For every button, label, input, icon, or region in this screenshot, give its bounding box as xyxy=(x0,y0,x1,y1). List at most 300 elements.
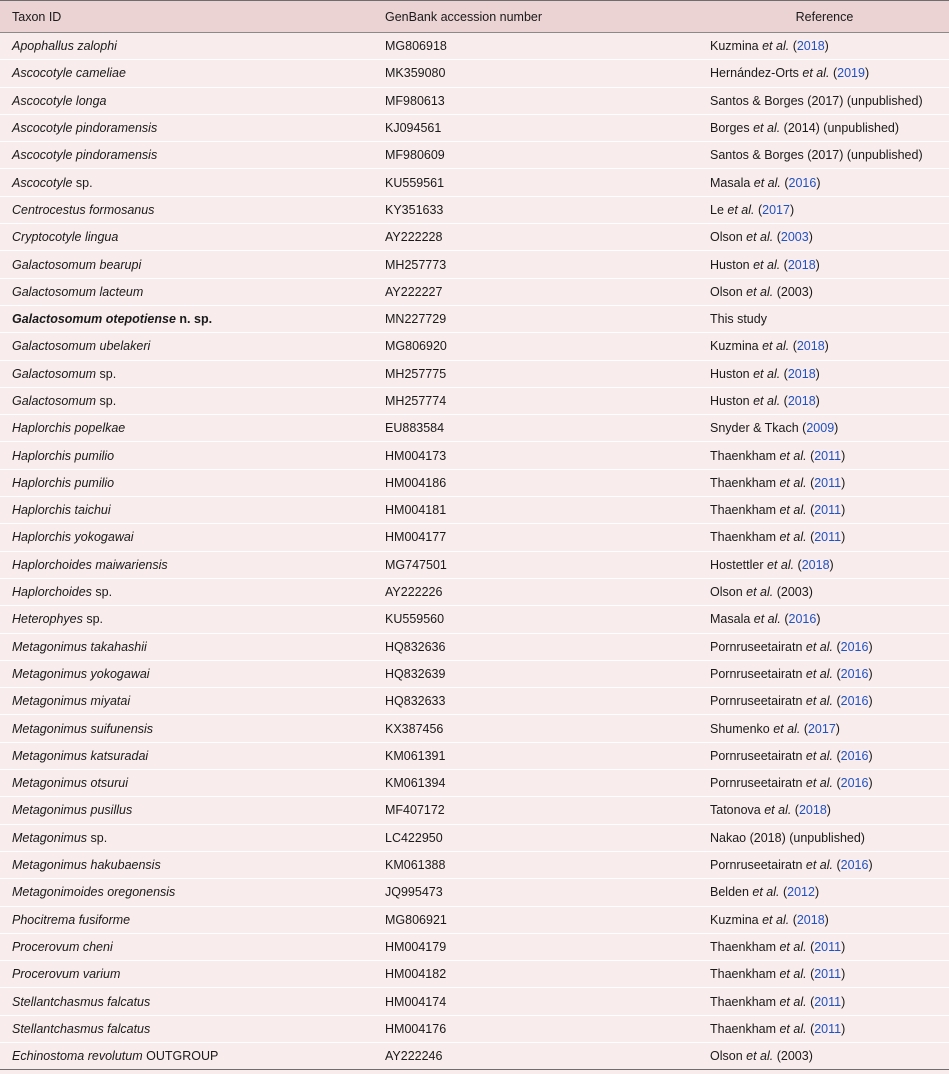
reference-cell xyxy=(700,551,949,578)
accession-cell: KX387456 xyxy=(372,715,700,742)
text-segment: et al. xyxy=(779,448,807,463)
text-segment: ( xyxy=(833,666,841,681)
accession-cell: HM004181 xyxy=(372,497,700,524)
reference-year-link[interactable]: 2016 xyxy=(788,612,817,627)
table-row xyxy=(0,578,949,605)
text-segment: Olson xyxy=(710,284,747,299)
text-segment: et al. xyxy=(752,885,780,900)
text-segment: Masala xyxy=(710,175,754,190)
text-segment: et al. xyxy=(746,585,774,600)
reference-cell xyxy=(700,33,949,60)
taxon-cell xyxy=(0,387,372,414)
taxon-cell xyxy=(0,824,372,851)
text-segment: ) xyxy=(868,639,873,654)
reference-year-link[interactable]: 2018 xyxy=(798,803,827,818)
reference-year-link[interactable]: 2011 xyxy=(814,967,842,982)
text-segment: ( xyxy=(833,694,841,709)
text-segment: Ascocotyle cameliae xyxy=(12,66,126,81)
reference-year-link[interactable]: 2012 xyxy=(787,885,815,900)
reference-year-link[interactable]: 2011 xyxy=(814,448,842,463)
accession-cell: EU883584 xyxy=(372,415,700,442)
reference-year-link[interactable]: 2018 xyxy=(796,339,825,354)
text-segment: et al. xyxy=(762,39,790,54)
text-segment: Haplorchoides xyxy=(12,585,92,600)
accession-cell: MN227729 xyxy=(372,305,700,332)
reference-cell xyxy=(700,251,949,278)
accession-cell: JQ995473 xyxy=(372,879,700,906)
reference-year-link[interactable]: 2016 xyxy=(840,694,869,709)
text-segment: et al. xyxy=(746,230,774,245)
text-segment: ) xyxy=(868,748,873,763)
text-segment: Metagonimus miyatai xyxy=(12,694,131,709)
text-segment: Hernández-Orts xyxy=(710,66,803,81)
text-segment: ( xyxy=(780,366,788,381)
text-segment: Olson xyxy=(710,230,747,245)
table-row xyxy=(0,442,949,469)
text-segment: ) xyxy=(841,530,846,545)
reference-cell xyxy=(700,469,949,496)
table-row xyxy=(0,114,949,141)
accession-cell: MG747501 xyxy=(372,551,700,578)
reference-cell xyxy=(700,333,949,360)
table-row xyxy=(0,551,949,578)
text-segment: Metagonimus yokogawai xyxy=(12,666,150,681)
text-segment: et al. xyxy=(802,66,830,81)
taxon-cell xyxy=(0,551,372,578)
text-segment: et al. xyxy=(779,530,807,545)
table-row xyxy=(0,879,949,906)
text-segment: Thaenkham xyxy=(710,967,780,982)
taxon-cell xyxy=(0,660,372,687)
reference-year-link[interactable]: 2011 xyxy=(814,475,842,490)
text-segment: Tatonova xyxy=(710,803,765,818)
text-segment: et al. xyxy=(805,639,833,654)
taxon-cell xyxy=(0,415,372,442)
text-segment: ) xyxy=(868,858,873,873)
text-segment: ) xyxy=(841,939,846,954)
accession-cell: AY222228 xyxy=(372,224,700,251)
taxon-cell xyxy=(0,633,372,660)
accession-cell: HM004182 xyxy=(372,961,700,988)
taxon-cell xyxy=(0,688,372,715)
text-segment: sp. xyxy=(72,175,93,190)
reference-year-link[interactable]: 2011 xyxy=(814,503,842,518)
text-segment: Shumenko xyxy=(710,721,774,736)
reference-cell xyxy=(700,933,949,960)
text-segment: Metagonimus xyxy=(12,830,88,845)
text-segment: Galactosomum bearupi xyxy=(12,257,142,272)
text-segment: et al. xyxy=(773,721,801,736)
text-segment: et al. xyxy=(805,666,833,681)
text-segment: Pornruseetairatn xyxy=(710,858,806,873)
text-segment: sp. xyxy=(96,366,117,381)
taxon-cell xyxy=(0,961,372,988)
taxon-cell xyxy=(0,87,372,114)
text-segment: ( xyxy=(806,448,815,463)
text-segment: et al. xyxy=(762,339,790,354)
text-segment: ) xyxy=(816,612,821,627)
text-segment: ( xyxy=(780,175,789,190)
reference-cell xyxy=(700,169,949,196)
reference-cell xyxy=(700,224,949,251)
table-row xyxy=(0,688,949,715)
reference-cell xyxy=(700,60,949,87)
taxon-cell xyxy=(0,879,372,906)
table-row xyxy=(0,305,949,332)
text-segment: Olson xyxy=(710,585,747,600)
header-reference: Reference xyxy=(700,1,949,33)
text-segment: Masala xyxy=(710,612,754,627)
reference-cell xyxy=(700,142,949,169)
taxon-cell xyxy=(0,142,372,169)
text-segment: ( xyxy=(833,639,841,654)
text-segment: ( xyxy=(806,994,815,1009)
accession-cell: MF407172 xyxy=(372,797,700,824)
reference-year-link[interactable]: 2016 xyxy=(840,776,869,791)
taxon-cell xyxy=(0,224,372,251)
text-segment: et al. xyxy=(805,776,833,791)
reference-year-link[interactable]: 2018 xyxy=(801,557,830,572)
text-segment: Kuzmina xyxy=(710,912,763,927)
table-row xyxy=(0,824,949,851)
text-segment: Metagonimus otsurui xyxy=(12,776,129,791)
text-segment: Procerovum varium xyxy=(12,967,121,982)
accession-cell: HQ832636 xyxy=(372,633,700,660)
text-segment: Centrocestus formosanus xyxy=(12,202,155,217)
text-segment: et al. xyxy=(766,557,795,572)
text-segment: ) xyxy=(824,912,829,927)
text-segment: ( xyxy=(791,803,799,818)
table-row xyxy=(0,606,949,633)
table-body xyxy=(0,33,949,1070)
header-genbank-accession: GenBank accession number xyxy=(372,1,700,33)
table-row xyxy=(0,524,949,551)
text-segment: ) xyxy=(868,776,873,791)
text-segment: Cryptocotyle lingua xyxy=(12,230,119,245)
accession-cell: KU559561 xyxy=(372,169,700,196)
reference-cell xyxy=(700,360,949,387)
text-segment: et al. xyxy=(779,503,807,518)
text-segment: Ascocotyle longa xyxy=(12,93,107,108)
text-segment: ) xyxy=(824,39,829,54)
text-segment: et al. xyxy=(805,694,833,709)
text-segment: ) xyxy=(868,694,873,709)
text-segment: et al. xyxy=(727,202,755,217)
text-segment: (2003) xyxy=(773,284,813,299)
table-row xyxy=(0,33,949,60)
taxon-cell xyxy=(0,797,372,824)
table-row xyxy=(0,60,949,87)
reference-year-link[interactable]: 2011 xyxy=(814,939,842,954)
text-segment: ) xyxy=(841,1021,846,1036)
reference-year-link[interactable]: 2016 xyxy=(840,858,869,873)
accession-cell: HM004179 xyxy=(372,933,700,960)
table-row xyxy=(0,415,949,442)
reference-year-link[interactable]: 2011 xyxy=(814,530,842,545)
taxon-cell xyxy=(0,933,372,960)
text-segment: sp. xyxy=(87,830,108,845)
text-segment: et al. xyxy=(753,257,781,272)
table-row xyxy=(0,469,949,496)
text-segment: Metagonimus suifunensis xyxy=(12,721,154,736)
text-segment: ) xyxy=(826,803,831,818)
text-segment: ) xyxy=(814,885,820,900)
text-segment: Phocitrema fusiforme xyxy=(12,912,131,927)
text-segment: ( xyxy=(780,394,788,408)
text-segment: Pornruseetairatn xyxy=(710,776,806,791)
text-segment: Stellantchasmus falcatus xyxy=(12,994,151,1009)
reference-year-link[interactable]: 2009 xyxy=(806,421,835,436)
accession-cell: MG806921 xyxy=(372,906,700,933)
table-row xyxy=(0,251,949,278)
taxon-cell xyxy=(0,497,372,524)
reference-cell xyxy=(700,660,949,687)
table-row xyxy=(0,742,949,769)
reference-cell xyxy=(700,906,949,933)
text-segment: ( xyxy=(806,939,815,954)
reference-year-link[interactable]: 2011 xyxy=(814,1021,842,1036)
taxon-cell xyxy=(0,251,372,278)
text-segment: Thaenkham xyxy=(710,475,780,490)
table-row xyxy=(0,851,949,878)
text-segment: Haplorchis pumilio xyxy=(12,448,115,463)
taxon-cell xyxy=(0,469,372,496)
text-segment: ( xyxy=(780,257,788,272)
text-segment: This study xyxy=(710,312,767,327)
accession-cell: KM061388 xyxy=(372,851,700,878)
text-segment: (2014) (unpublished) xyxy=(780,121,900,136)
text-segment: ( xyxy=(773,230,781,245)
text-segment: Santos & Borges (2017) (unpublished) xyxy=(710,148,923,163)
table-row xyxy=(0,797,949,824)
text-segment: ) xyxy=(835,721,840,736)
taxon-cell xyxy=(0,442,372,469)
text-segment: Galactosomum otepotiense xyxy=(12,312,176,327)
text-segment: ) xyxy=(841,967,846,982)
taxon-cell xyxy=(0,1042,372,1069)
reference-year-link[interactable]: 2018 xyxy=(796,39,825,54)
table-row xyxy=(0,660,949,687)
text-segment: ) xyxy=(815,394,820,408)
text-segment: Hostettler xyxy=(710,557,767,572)
reference-cell xyxy=(700,688,949,715)
reference-year-link[interactable]: 2018 xyxy=(787,257,816,272)
text-segment: ) xyxy=(841,994,846,1009)
text-segment: et al. xyxy=(779,1021,807,1036)
text-segment: sp. xyxy=(96,394,117,408)
text-segment: Stellantchasmus falcatus xyxy=(12,1021,151,1036)
text-segment: ( xyxy=(806,967,815,982)
accession-cell: MH257774 xyxy=(372,387,700,414)
text-segment: Pornruseetairatn xyxy=(710,694,806,709)
text-segment: ( xyxy=(806,475,815,490)
reference-year-link[interactable]: 2018 xyxy=(787,394,816,408)
text-segment: ) xyxy=(824,339,829,354)
text-segment: ( xyxy=(780,612,789,627)
text-segment: ) xyxy=(841,475,846,490)
accession-cell: KY351633 xyxy=(372,196,700,223)
reference-year-link[interactable]: 2018 xyxy=(787,366,816,381)
text-segment: Thaenkham xyxy=(710,448,780,463)
text-segment: (2003) xyxy=(773,585,813,600)
text-segment: Galactosomum xyxy=(12,366,97,381)
text-segment: Huston xyxy=(710,366,754,381)
reference-cell xyxy=(700,415,949,442)
text-segment: ( xyxy=(833,858,841,873)
taxon-cell xyxy=(0,1015,372,1042)
text-segment: Kuzmina xyxy=(710,339,763,354)
text-segment: et al. xyxy=(779,967,807,982)
reference-year-link[interactable]: 2017 xyxy=(762,202,790,217)
accession-cell: MK359080 xyxy=(372,60,700,87)
reference-cell xyxy=(700,114,949,141)
text-segment: Haplorchis popelkae xyxy=(12,421,126,436)
text-segment: et al. xyxy=(746,1049,774,1064)
reference-year-link[interactable]: 2016 xyxy=(840,639,869,654)
reference-cell xyxy=(700,1015,949,1042)
accession-cell: HQ832639 xyxy=(372,660,700,687)
text-segment: Haplorchis yokogawai xyxy=(12,530,134,545)
taxon-cell xyxy=(0,606,372,633)
text-segment: ) xyxy=(808,230,813,245)
table-row xyxy=(0,87,949,114)
text-segment: n. sp. xyxy=(175,312,213,327)
text-segment: ) xyxy=(789,202,795,217)
reference-cell xyxy=(700,715,949,742)
header-taxon-id: Taxon ID xyxy=(0,1,372,33)
reference-cell xyxy=(700,961,949,988)
taxon-cell xyxy=(0,196,372,223)
text-segment: Ascocotyle xyxy=(12,175,73,190)
accession-cell: HM004174 xyxy=(372,988,700,1015)
text-segment: et al. xyxy=(753,612,781,627)
reference-year-link[interactable]: 2017 xyxy=(807,721,836,736)
reference-cell xyxy=(700,879,949,906)
text-segment: Pornruseetairatn xyxy=(710,666,806,681)
text-segment: Thaenkham xyxy=(710,1021,780,1036)
table-row xyxy=(0,988,949,1015)
text-segment: ) xyxy=(864,66,870,81)
table-row xyxy=(0,278,949,305)
taxon-cell xyxy=(0,114,372,141)
text-segment: Pornruseetairatn xyxy=(710,748,806,763)
reference-cell xyxy=(700,742,949,769)
table-row xyxy=(0,906,949,933)
text-segment: ( xyxy=(829,66,838,81)
table-row xyxy=(0,770,949,797)
accession-cell: LC422950 xyxy=(372,824,700,851)
text-segment: et al. xyxy=(805,858,833,873)
taxon-cell xyxy=(0,742,372,769)
reference-year-link[interactable]: 2016 xyxy=(840,748,869,763)
accession-cell: AY222246 xyxy=(372,1042,700,1069)
text-segment: Metagonimus takahashii xyxy=(12,639,147,654)
table-row xyxy=(0,497,949,524)
text-segment: ( xyxy=(800,721,808,736)
text-segment: Metagonimoides oregonensis xyxy=(12,885,176,900)
text-segment: ( xyxy=(779,885,788,900)
table-row xyxy=(0,360,949,387)
text-segment: Thaenkham xyxy=(710,530,780,545)
taxon-cell xyxy=(0,906,372,933)
table-row xyxy=(0,633,949,660)
accession-cell: MF980613 xyxy=(372,87,700,114)
text-segment: et al. xyxy=(753,394,781,408)
text-segment: sp. xyxy=(91,585,113,600)
taxon-cell xyxy=(0,169,372,196)
text-segment: Ascocotyle pindoramensis xyxy=(12,121,158,136)
taxon-cell xyxy=(0,278,372,305)
text-segment: Pornruseetairatn xyxy=(710,639,806,654)
text-segment: ) xyxy=(829,557,834,572)
taxon-cell xyxy=(0,988,372,1015)
table-row xyxy=(0,224,949,251)
accession-cell: MH257773 xyxy=(372,251,700,278)
reference-year-link[interactable]: 2016 xyxy=(788,175,817,190)
text-segment: Santos & Borges (2017) (unpublished) xyxy=(710,93,923,108)
taxon-cell xyxy=(0,851,372,878)
reference-year-link[interactable]: 2019 xyxy=(837,66,865,81)
text-segment: Olson xyxy=(710,1049,747,1064)
table-row xyxy=(0,933,949,960)
text-segment: ( xyxy=(789,39,797,54)
text-segment: et al. xyxy=(805,748,833,763)
accession-cell: HM004173 xyxy=(372,442,700,469)
reference-cell xyxy=(700,633,949,660)
accession-cell: MG806918 xyxy=(372,33,700,60)
reference-cell xyxy=(700,606,949,633)
table-row xyxy=(0,196,949,223)
text-segment: Le xyxy=(710,202,728,217)
text-segment: et al. xyxy=(753,175,781,190)
text-segment: ) xyxy=(841,448,846,463)
reference-year-link[interactable]: 2018 xyxy=(796,912,825,927)
accession-cell: HM004176 xyxy=(372,1015,700,1042)
accession-cell: KM061394 xyxy=(372,770,700,797)
text-segment: et al. xyxy=(762,912,790,927)
accession-cell: MG806920 xyxy=(372,333,700,360)
accession-cell: KM061391 xyxy=(372,742,700,769)
reference-year-link[interactable]: 2011 xyxy=(814,994,842,1009)
text-segment: et al. xyxy=(779,939,807,954)
text-segment: ( xyxy=(789,912,797,927)
text-segment: ) xyxy=(816,175,821,190)
table-row xyxy=(0,142,949,169)
text-segment: et al. xyxy=(753,121,781,136)
reference-year-link[interactable]: 2003 xyxy=(780,230,809,245)
text-segment: Apophallus zalophi xyxy=(12,39,117,54)
text-segment: Thaenkham xyxy=(710,994,780,1009)
text-segment: ( xyxy=(789,339,797,354)
text-segment: OUTGROUP xyxy=(142,1049,219,1064)
text-segment: Haplorchoides maiwariensis xyxy=(12,557,168,572)
table-row xyxy=(0,961,949,988)
reference-cell xyxy=(700,770,949,797)
text-segment: ) xyxy=(868,666,873,681)
taxon-cell xyxy=(0,305,372,332)
text-segment: et al. xyxy=(779,475,807,490)
text-segment: ( xyxy=(806,1021,815,1036)
reference-cell xyxy=(700,578,949,605)
reference-cell xyxy=(700,1042,949,1069)
text-segment: ) xyxy=(815,257,820,272)
table-row xyxy=(0,333,949,360)
reference-year-link[interactable]: 2016 xyxy=(840,666,869,681)
accession-cell: HM004186 xyxy=(372,469,700,496)
reference-cell xyxy=(700,305,949,332)
table-row xyxy=(0,169,949,196)
table-row xyxy=(0,715,949,742)
